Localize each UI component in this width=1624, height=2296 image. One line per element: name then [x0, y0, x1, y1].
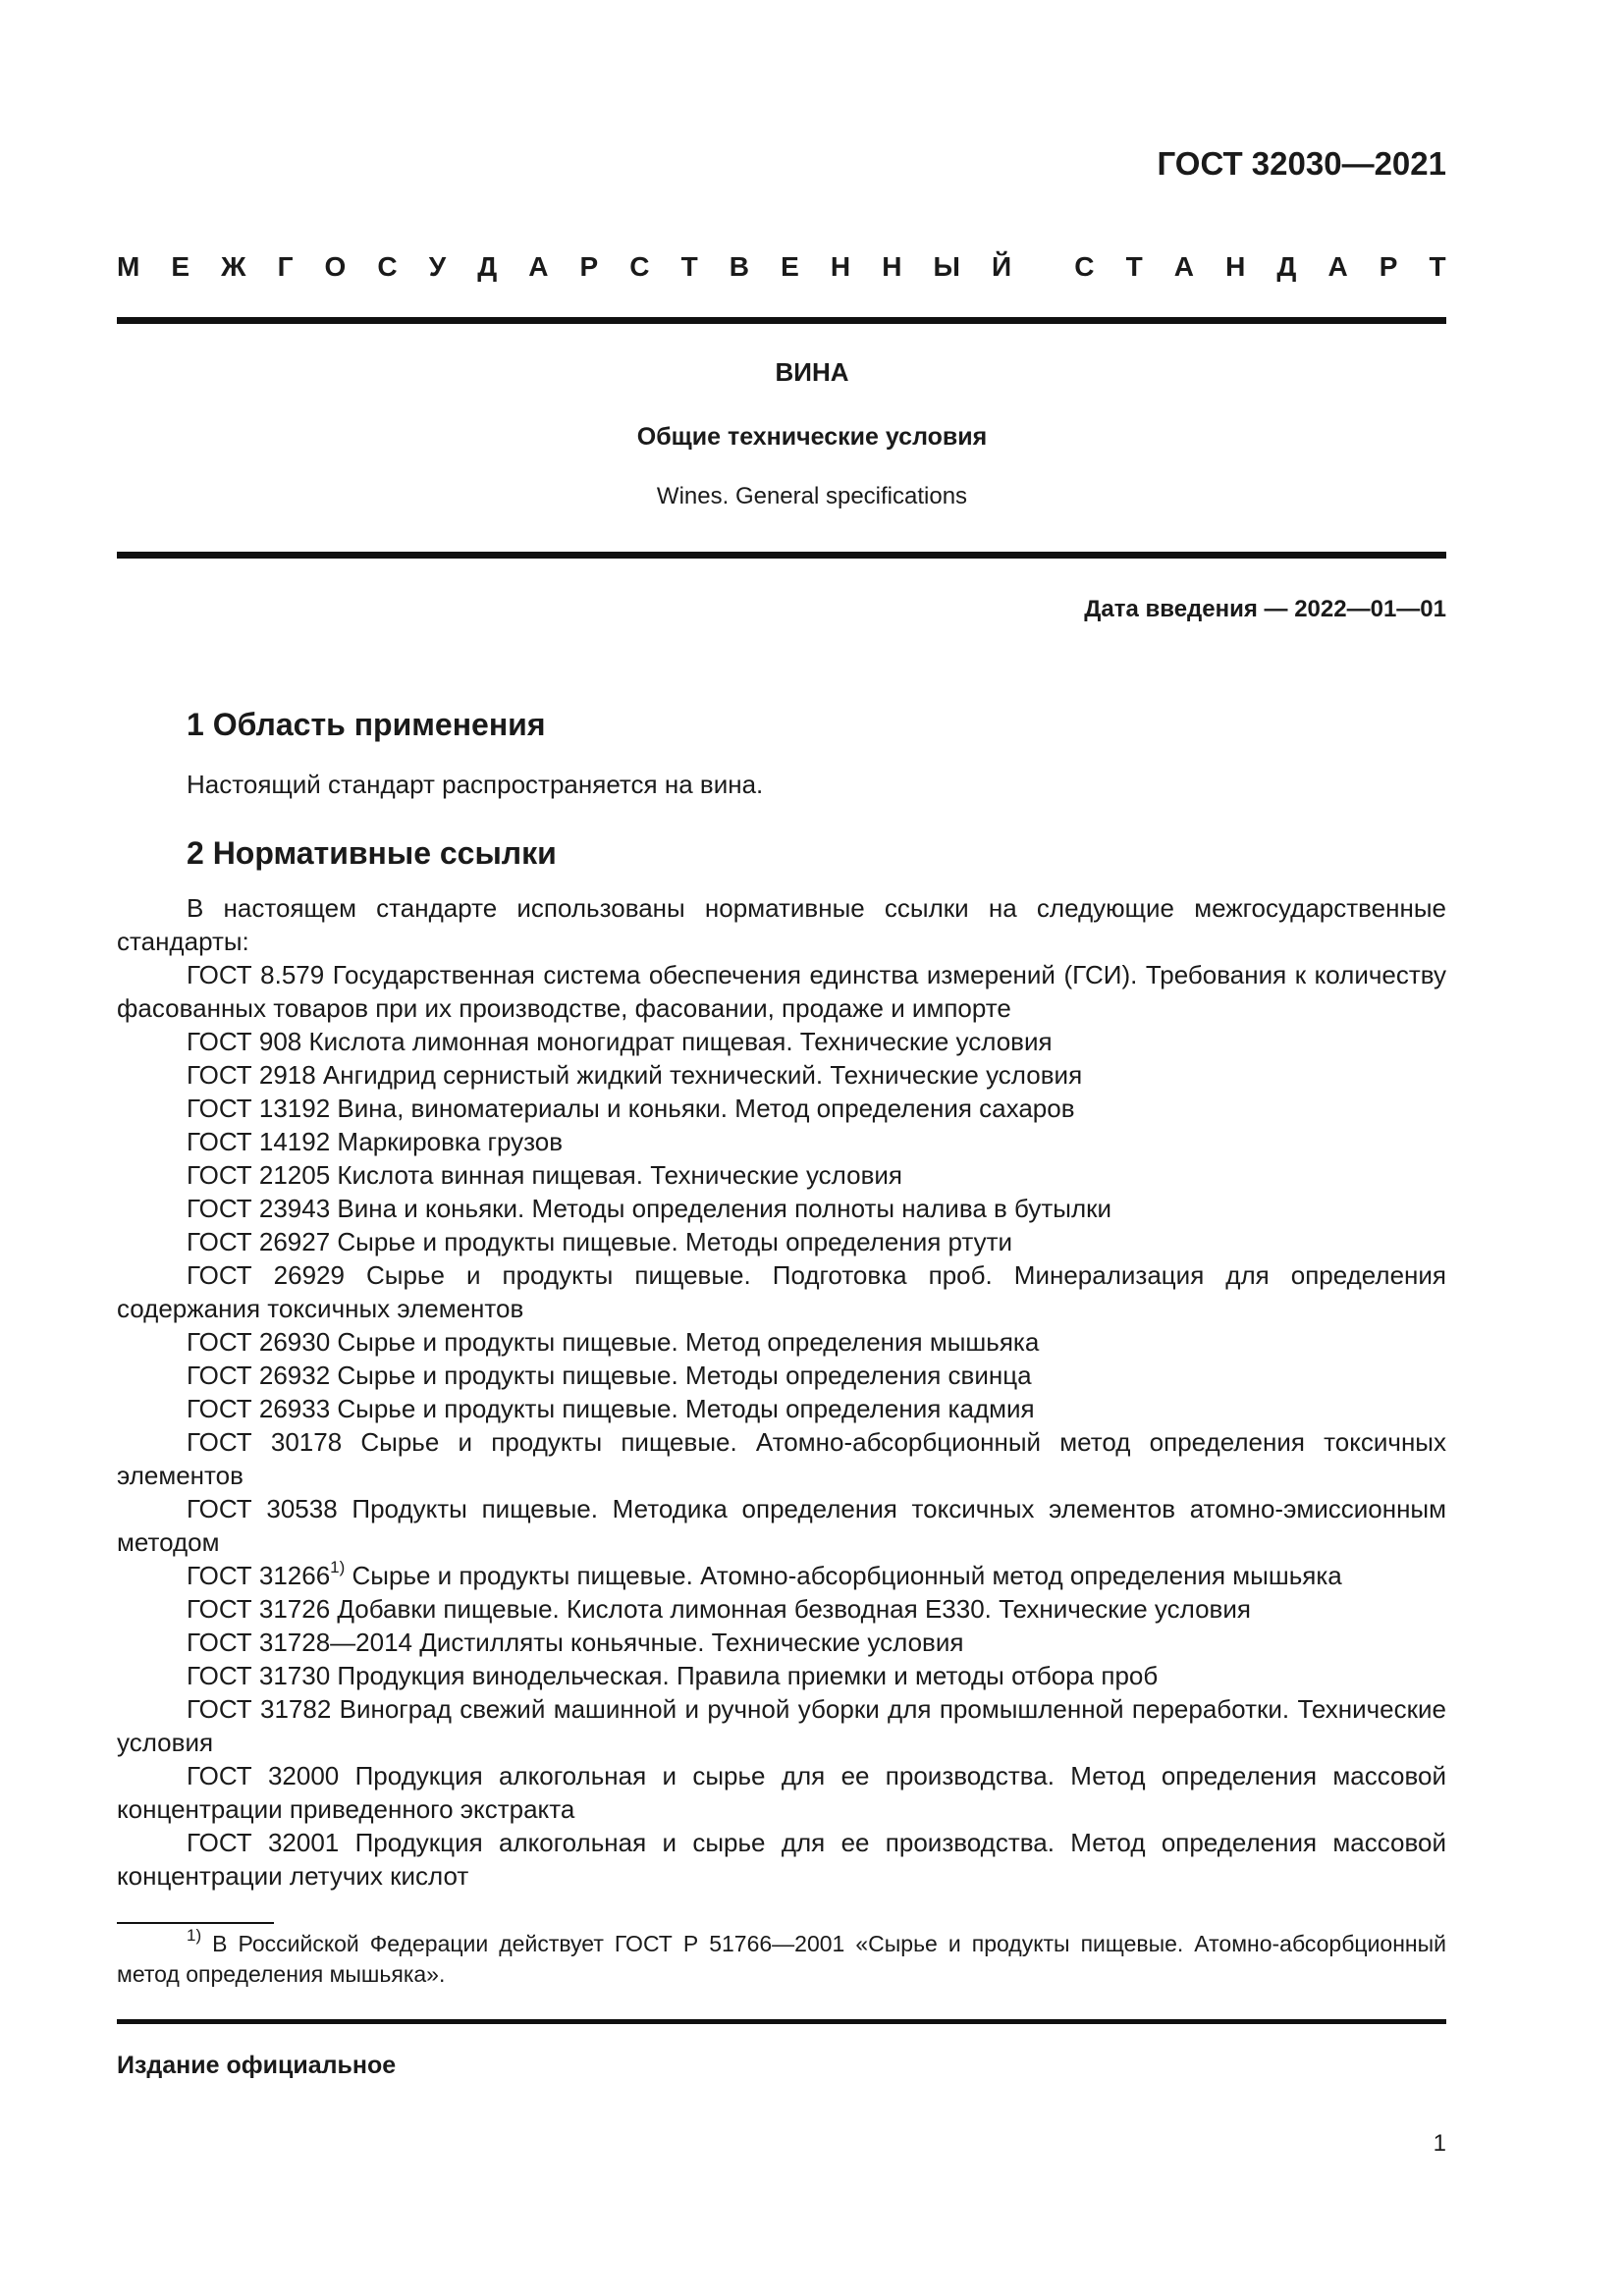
band-letter: Д — [1276, 251, 1297, 282]
band-letter: Ы — [933, 251, 960, 282]
reference-item: ГОСТ 32000 Продукция алкогольная и сырье для ее производства. Метод определения массовой концентрации приведенного экстракта — [117, 1761, 1446, 1824]
reference-item: ГОСТ 30538 Продукты пищевые. Методика определения токсичных элементов атомно-эмиссионным методом — [117, 1494, 1446, 1557]
section-2-heading: 2 Нормативные ссылки — [187, 835, 557, 871]
band-letter: Н — [882, 251, 902, 282]
band-letter: Н — [830, 251, 851, 282]
page-number: 1 — [1433, 2130, 1446, 2157]
reference-item: ГОСТ 31782 Виноград свежий машинной и ручной уборки для промышленной переработки. Технические условия — [117, 1694, 1446, 1757]
reference-item: ГОСТ 31728—2014 Дистилляты коньячные. Технические условия — [187, 1628, 964, 1657]
document-title: ВИНА — [775, 357, 849, 387]
band-letter: Т — [1125, 251, 1143, 282]
band-letter: Д — [477, 251, 498, 282]
band-letter: О — [324, 251, 347, 282]
band-letter: Р — [579, 251, 599, 282]
band-letter: В — [729, 251, 750, 282]
reference-item: ГОСТ 908 Кислота лимонная моногидрат пищевая. Технические условия — [187, 1027, 1053, 1056]
band-letter: С — [1074, 251, 1095, 282]
footnote — [117, 1926, 1446, 1990]
footnote-text: В Российской Федерации действует ГОСТ Р 51766—2001 «Сырье и продукты пищевые. Атомно-абсорбционный метод определения мышьяка». — [117, 1931, 1446, 1987]
reference-item: ГОСТ 21205 Кислота винная пищевая. Технические условия — [187, 1160, 903, 1190]
band-letter: Ж — [221, 251, 246, 282]
reference-item: ГОСТ 31266$^{1)}$ Сырье и продукты пищевые. Атомно-абсорбционный метод определения мышьяка — [187, 1558, 1342, 1590]
document-title-english: Wines. General specifications — [656, 483, 968, 509]
header-rule — [117, 317, 1446, 324]
band-letter: С — [629, 251, 650, 282]
band-letter: Е — [781, 251, 799, 282]
reference-item: ГОСТ 26930 Сырье и продукты пищевые. Метод определения мышьяка — [187, 1327, 1040, 1357]
reference-item: ГОСТ 26929 Сырье и продукты пищевые. Подготовка проб. Минерализация для определения содержания токсичных элементов — [117, 1260, 1446, 1323]
band-letter: Г — [277, 251, 294, 282]
band-letter: Е — [171, 251, 190, 282]
band-letter: М — [117, 251, 140, 282]
band-letter: Р — [1379, 251, 1398, 282]
section-1-heading: 1 Область применения — [187, 707, 546, 742]
footnote-separator — [117, 1922, 274, 1924]
reference-item: ГОСТ 13192 Вина, виноматериалы и коньяки. Метод определения сахаров — [187, 1094, 1075, 1123]
introduction-date: Дата введения — 2022—01—01 — [1084, 596, 1446, 622]
footnote-mark: 1) — [187, 1926, 202, 1946]
title-rule — [117, 552, 1446, 559]
band-letter: А — [528, 251, 549, 282]
official-edition-label: Издание официальное — [117, 2052, 397, 2079]
interstate-standard-band — [117, 251, 1446, 283]
reference-item: ГОСТ 26927 Сырье и продукты пищевые. Методы определения ртути — [187, 1227, 1013, 1256]
band-letter: Т — [1429, 251, 1446, 282]
band-letter: Н — [1225, 251, 1246, 282]
reference-item: ГОСТ 23943 Вина и коньяки. Методы определения полноты налива в бутылки — [187, 1194, 1112, 1223]
normative-references — [117, 891, 1446, 1893]
reference-item: В настоящем стандарте использованы нормативные ссылки на следующие межгосударственные стандарты: — [117, 893, 1446, 956]
reference-item: ГОСТ 32001 Продукция алкогольная и сырье для ее производства. Метод определения массовой концентрации летучих кислот — [117, 1828, 1446, 1891]
band-letter: А — [1327, 251, 1348, 282]
section-1-text: Настоящий стандарт распространяется на вина. — [187, 770, 764, 799]
footer-rule — [117, 2019, 1446, 2024]
band-letter: Т — [680, 251, 698, 282]
reference-item: ГОСТ 31730 Продукция винодельческая. Правила приемки и методы отбора проб — [187, 1661, 1159, 1690]
band-letter: А — [1173, 251, 1195, 282]
band-letter: Й — [992, 251, 1012, 282]
reference-item: ГОСТ 2918 Ангидрид сернистый жидкий технический. Технические условия — [187, 1060, 1083, 1090]
reference-item: ГОСТ 26932 Сырье и продукты пищевые. Методы определения свинца — [187, 1361, 1032, 1390]
band-letter: С — [377, 251, 398, 282]
standard-number: ГОСТ 32030—2021 — [1157, 145, 1446, 182]
reference-item: ГОСТ 30178 Сырье и продукты пищевые. Атомно-абсорбционный метод определения токсичных элементов — [117, 1427, 1446, 1490]
reference-item: ГОСТ 26933 Сырье и продукты пищевые. Методы определения кадмия — [187, 1394, 1035, 1423]
footnote-mark: 1) — [330, 1558, 346, 1577]
reference-item: ГОСТ 31726 Добавки пищевые. Кислота лимонная безводная Е330. Технические условия — [187, 1594, 1251, 1624]
band-letter: У — [428, 251, 447, 282]
reference-item: ГОСТ 14192 Маркировка грузов — [187, 1127, 564, 1156]
document-subtitle: Общие технические условия — [636, 423, 988, 451]
reference-item: ГОСТ 8.579 Государственная система обеспечения единства измерений (ГСИ). Требования к количеству фасованных товаров при их производстве, фасовании, продаже и импорте — [117, 960, 1446, 1023]
